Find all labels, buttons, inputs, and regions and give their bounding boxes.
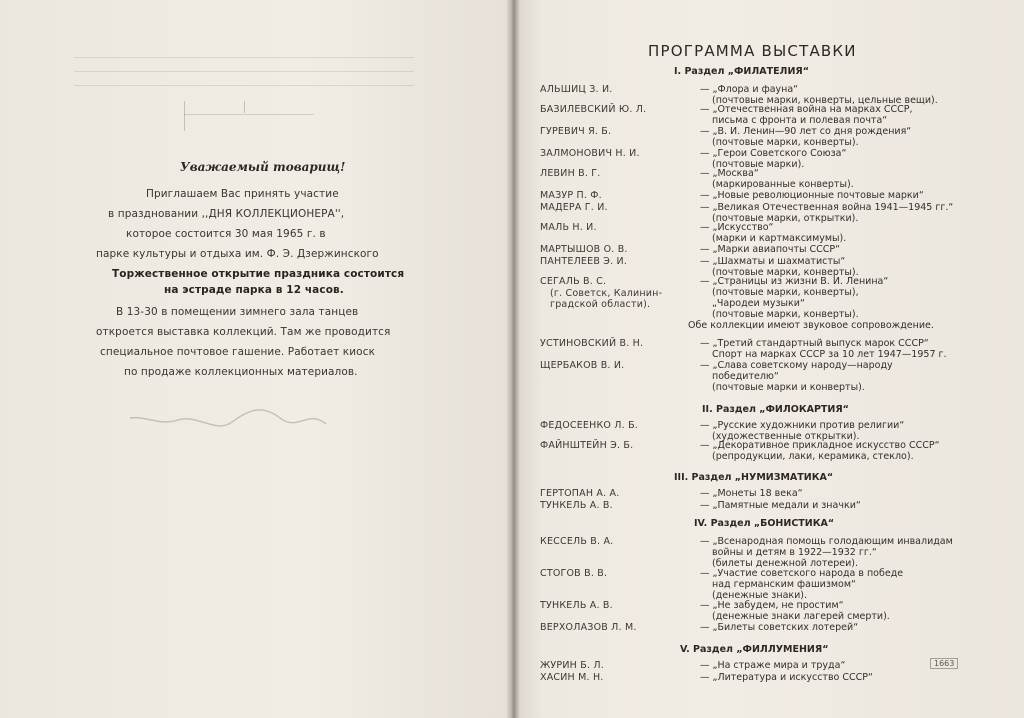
info-line: В 13-30 в помещении зимнего зала танцев: [116, 306, 359, 318]
exhibit-description-line: (денежные знаки лагерей смерти).: [712, 611, 890, 622]
exhibitor-name: СТОГОВ В. В.: [540, 568, 608, 579]
exhibit-description-line: — „Билеты советских лотерей“: [700, 622, 859, 633]
exhibitor-location-note: градской области).: [550, 299, 651, 310]
invitation-line: которое состоится 30 мая 1965 г. в: [126, 228, 326, 240]
exhibit-description-line: — „Москва“: [700, 168, 759, 179]
exhibit-description-line: (марки и картмаксимумы).: [712, 233, 847, 244]
invitation-line: в праздновании ,,ДНЯ КОЛЛЕКЦИОНЕРА'',: [108, 208, 345, 220]
exhibit-description-line: (почтовые марки, конверты),: [712, 287, 859, 298]
exhibit-description-line: — „Литература и искусство СССР“: [700, 672, 873, 683]
exhibit-description-line: — „Монеты 18 века“: [700, 488, 803, 499]
exhibitor-location-note: (г. Советск, Калинин-: [550, 288, 663, 299]
exhibit-description-line: — „В. И. Ленин—90 лет со дня рождения“: [700, 126, 912, 137]
exhibit-description-line: (почтовые марки, открытки).: [712, 213, 859, 224]
exhibit-description-line: — „Не забудем, не простим“: [700, 600, 844, 611]
section-heading: IV. Раздел „БОНИСТИКА“: [694, 518, 835, 529]
opening-line: на эстраде парка в 12 часов.: [164, 284, 344, 296]
exhibitor-name: МАЛЬ Н. И.: [540, 222, 597, 233]
center-fold: [506, 0, 520, 718]
exhibit-description-line: над германским фашизмом“: [712, 579, 856, 590]
exhibit-description-line: письма с фронта и полевая почта“: [712, 115, 888, 126]
exhibitor-name: АЛЬШИЦ З. И.: [540, 84, 613, 95]
opening-line: Торжественное открытие праздника состоится: [112, 268, 405, 280]
exhibit-description-line: — „Третий стандартный выпуск марок СССР“: [700, 338, 929, 349]
exhibit-description-line: (почтовые марки, конверты).: [712, 267, 859, 278]
exhibitor-name: МАДЕРА Г. И.: [540, 202, 608, 213]
exhibitor-name: ФАЙНШТЕЙН Э. Б.: [540, 440, 634, 451]
info-line: специальное почтовое гашение. Работает киоск: [100, 346, 376, 358]
exhibit-description-line: — „Памятные медали и значки“: [700, 500, 861, 511]
exhibitor-name: МАЗУР П. Ф.: [540, 190, 602, 201]
exhibit-description-line: (художественные открытки).: [712, 431, 860, 442]
exhibitor-name: ПАНТЕЛЕЕВ Э. И.: [540, 256, 628, 267]
exhibitor-name: ХАСИН М. Н.: [540, 672, 604, 683]
exhibit-description-line: — „Всенародная помощь голодающим инвалидам: [700, 536, 953, 547]
show-through-header: [74, 46, 414, 86]
info-line: откроется выставка коллекций. Там же проводится: [96, 326, 391, 338]
exhibitor-name: СЕГАЛЬ В. С.: [540, 276, 607, 287]
exhibit-description-line: (маркированные конверты).: [712, 179, 854, 190]
invitation-line: парке культуры и отдыха им. Ф. Э. Дзержинского: [96, 248, 379, 260]
exhibit-description-line: (почтовые марки и конверты).: [712, 382, 865, 393]
exhibit-description-line: (почтовые марки, конверты).: [712, 137, 859, 148]
show-through-imprint: [226, 658, 306, 688]
exhibit-description-line: — „Шахматы и шахматисты“: [700, 256, 846, 267]
exhibit-description-line: Обе коллекции имеют звуковое сопровождение.: [688, 320, 934, 331]
exhibit-description-line: — „Искусство“: [700, 222, 774, 233]
exhibit-description-line: — „Русские художники против религии“: [700, 420, 905, 431]
info-line: по продаже коллекционных материалов.: [124, 366, 358, 378]
section-heading: II. Раздел „ФИЛОКАРТИЯ“: [702, 404, 849, 415]
section-heading: V. Раздел „ФИЛЛУМЕНИЯ“: [680, 644, 829, 655]
exhibit-description-line: (почтовые марки, конверты).: [712, 309, 859, 320]
exhibitor-name: УСТИНОВСКИЙ В. Н.: [540, 338, 644, 349]
program-page: [512, 0, 1024, 718]
exhibit-description-line: — „Флора и фауна“: [700, 84, 799, 95]
exhibitor-name: ТУНКЕЛЬ А. В.: [540, 500, 613, 511]
exhibit-description-line: Спорт на марках СССР за 10 лет 1947—1957 г.: [712, 349, 947, 360]
exhibit-description-line: (репродукции, лаки, керамика, стекло).: [712, 451, 914, 462]
exhibitor-name: ТУНКЕЛЬ А. В.: [540, 600, 613, 611]
section-heading: III. Раздел „НУМИЗМАТИКА“: [674, 472, 834, 483]
exhibit-description-line: (почтовые марки).: [712, 159, 805, 170]
exhibit-description-line: победителю“: [712, 371, 779, 382]
exhibit-description-line: (почтовые марки, конверты, цельные вещи).: [712, 95, 938, 106]
exhibit-description-line: — „Герои Советского Союза“: [700, 148, 847, 159]
exhibitor-name: ВЕРХОЛАЗОВ Л. М.: [540, 622, 637, 633]
exhibit-description-line: — „Декоративное прикладное искусство СССР“: [700, 440, 940, 451]
exhibit-description-line: — „Отечественная война на марках СССР,: [700, 104, 913, 115]
exhibit-description-line: — „Участие советского народа в победе: [700, 568, 904, 579]
section-heading: I. Раздел „ФИЛАТЕЛИЯ“: [674, 66, 809, 77]
program-title: ПРОГРАММА ВЫСТАВКИ: [648, 42, 857, 60]
exhibit-description-line: — „Слава советскому народу—народу: [700, 360, 893, 371]
exhibit-description-line: — „Страницы из жизни В. И. Ленина“: [700, 276, 889, 287]
exhibitor-name: КЕССЕЛЬ В. А.: [540, 536, 614, 547]
exhibit-description-line: — „Новые революционные почтовые марки“: [700, 190, 924, 201]
exhibitor-name: МАРТЫШОВ О. В.: [540, 244, 628, 255]
exhibitor-name: ФЕДОСЕЕНКО Л. Б.: [540, 420, 639, 431]
exhibitor-name: ЖУРИН Б. Л.: [540, 660, 604, 671]
exhibit-description-line: войны и детям в 1922—1932 гг.“: [712, 547, 877, 558]
greeting: Уважаемый товарищ!: [180, 160, 346, 174]
exhibitor-name: БАЗИЛЕВСКИЙ Ю. Л.: [540, 104, 647, 115]
faint-stamp-mark: [184, 114, 314, 154]
exhibit-description-line: (билеты денежной лотереи).: [712, 558, 858, 569]
exhibit-description-line: „Чародеи музыки“: [712, 298, 805, 309]
exhibitor-name: ЗАЛМОНОВИЧ Н. И.: [540, 148, 640, 159]
invitation-line: Приглашаем Вас принять участие: [146, 188, 339, 200]
exhibit-description-line: (денежные знаки).: [712, 590, 808, 601]
exhibit-description-line: — „Великая Отечественная война 1941—1945 гг.“: [700, 202, 954, 213]
page-number: 1663: [930, 658, 958, 669]
exhibitor-name: ГУРЕВИЧ Я. Б.: [540, 126, 612, 137]
exhibit-description-line: — „На страже мира и труда“: [700, 660, 846, 671]
exhibit-description-line: — „Марки авиапочты СССР“: [700, 244, 841, 255]
exhibitor-name: ЛЕВИН В. Г.: [540, 168, 601, 179]
faint-signature: [128, 404, 328, 434]
exhibitor-name: ЩЕРБАКОВ В. И.: [540, 360, 625, 371]
exhibitor-name: ГЕРТОПАН А. А.: [540, 488, 620, 499]
